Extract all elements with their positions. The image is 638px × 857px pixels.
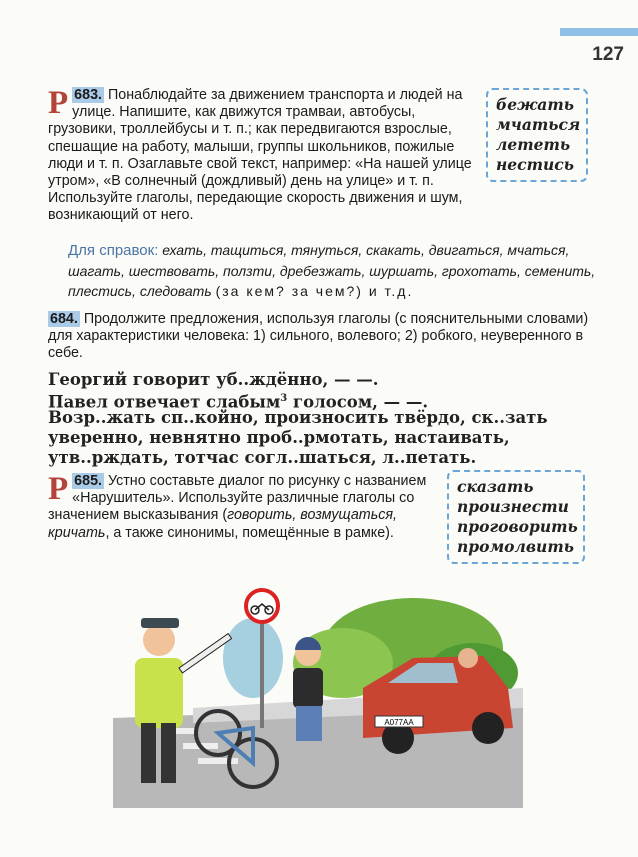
license-plate: А077АА	[384, 718, 414, 727]
sentence-1: Георгий говорит уб..ждённо, — —.	[48, 370, 379, 389]
footnote-mark: 3	[280, 393, 288, 404]
exercise-683	[48, 87, 472, 225]
reference-words: ехать, тащиться, тянуться, скакать, двигаться, мчаться, шагать, шествовать, ползти, дребезжать, шуршать, грохотать, семенить, плестись, следовать	[68, 242, 596, 299]
page-number-strip	[560, 28, 638, 36]
exercise-number: 685.	[74, 473, 102, 489]
frame-word: сказать	[457, 477, 534, 496]
frame-word: проговорить	[457, 517, 578, 536]
exercise-text-italic: говорить, возмущаться, кричать	[48, 507, 397, 541]
frame-word: нестись	[496, 155, 574, 174]
speech-exercise-marker: Р	[48, 471, 69, 507]
reference-tail: (за кем? за чем?) и т.д.	[215, 283, 414, 299]
exercise-text: Продолжите предложения, используя глаголы (с пояснительными словами) для характеристики человека: 1) сильного, волевого; 2) робкого, неуверенного в себе.	[48, 311, 589, 362]
frame-word: мчаться	[496, 115, 581, 134]
boy	[293, 637, 323, 741]
reference-label: Для справок:	[68, 242, 159, 259]
frame-word: произнести	[457, 497, 569, 516]
no-bicycles-sign-icon	[246, 590, 278, 622]
exercise-685	[48, 473, 436, 542]
page-number: 127	[592, 44, 624, 65]
exercise-number: 683.	[74, 87, 102, 103]
exercise-text-b: , а также синонимы, помещённые в рамке).	[105, 524, 394, 541]
illustration-violator	[113, 578, 523, 808]
sentence-2-start: Павел отвечает слабым	[48, 392, 281, 412]
verb-list: Возр..жать сп..койно, произносить твёрдо, ск..зать уверенно, невнятно проб..рмотать, настаивать, утв..рждать, тотчас согл..шаться, л..петать.	[48, 408, 548, 467]
exercise-684	[48, 311, 596, 363]
frame-word: промолвить	[457, 537, 574, 556]
exercise-number: 684.	[50, 311, 78, 327]
exercise-text-a: Устно составьте диалог по рисунку с названием «Нарушитель». Используйте различные глаголы со значением высказывания (	[48, 473, 427, 524]
frame-word: лететь	[496, 135, 571, 154]
word-frame-685	[447, 470, 585, 564]
word-frame-683	[486, 88, 588, 182]
speech-exercise-marker: Р	[48, 85, 69, 121]
reference-block	[68, 240, 598, 301]
exercise-text: Понаблюдайте за движением транспорта и людей на улице. Напишите, как движутся трамваи, автобусы, грузовики, троллейбусы и т. п.; как передвигаются взрослые, спешащие на работу, малыши, группы школьников, пожилые люди и т. п. Озаглавьте свой текст, например: «На нашей улице утром», «В солнечный (дождливый) день на улице» и т. п. Используйте глаголы, передающие скорость движения и шум, возникающий от него.	[48, 87, 472, 224]
frame-word: бежать	[496, 95, 574, 114]
sentence-2-end: голосом, — —.	[287, 392, 429, 412]
